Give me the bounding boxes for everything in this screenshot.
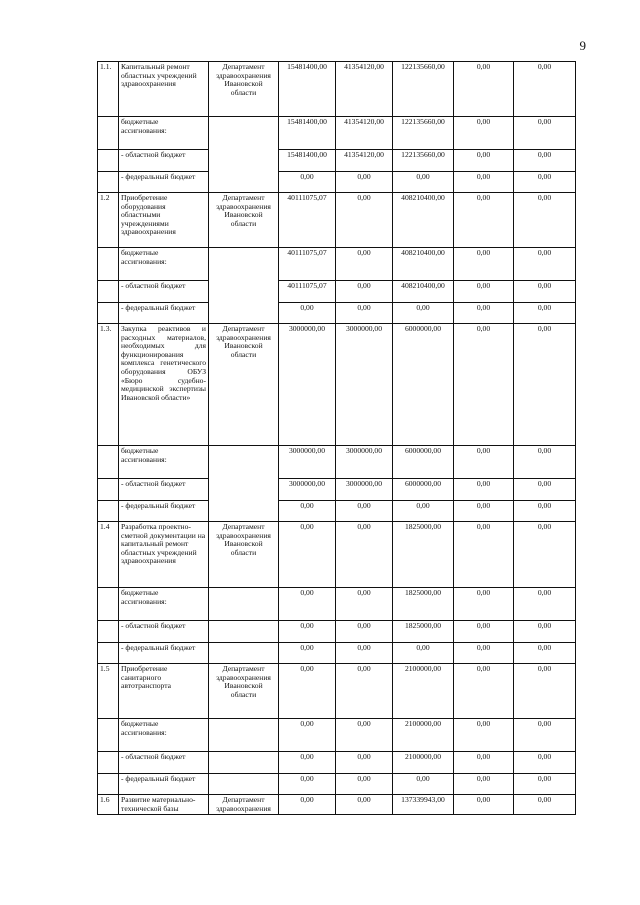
row-number-cell <box>98 588 119 621</box>
row-value-cell-5: 0,00 <box>514 795 576 815</box>
row-value-cell-5: 0,00 <box>514 303 576 324</box>
table-row <box>98 795 576 815</box>
row-value-cell-3: 6000000,00 <box>393 324 454 446</box>
row-name-cell: бюджетные ассигнования: <box>119 719 209 752</box>
row-value-cell-2: 41354120,00 <box>336 62 393 117</box>
row-value-cell-3: 1825000,00 <box>393 522 454 588</box>
row-department-cell <box>209 774 279 795</box>
row-name-cell: Приобретение санитарного автотранспорта <box>119 664 209 719</box>
row-name-cell: - областной бюджет <box>119 621 209 643</box>
row-value-cell-4: 0,00 <box>454 795 514 815</box>
row-value-cell-3: 408210400,00 <box>393 281 454 303</box>
row-value-cell-3: 2100000,00 <box>393 664 454 719</box>
row-value-cell-3: 122135660,00 <box>393 62 454 117</box>
row-value-cell-1: 40111075,07 <box>279 248 336 281</box>
row-value-cell-5: 0,00 <box>514 621 576 643</box>
row-value-cell-2: 0,00 <box>336 522 393 588</box>
row-number-cell: 1.2 <box>98 193 119 248</box>
row-value-cell-1: 3000000,00 <box>279 324 336 446</box>
row-value-cell-3: 0,00 <box>393 643 454 664</box>
row-number-cell <box>98 172 119 193</box>
row-value-cell-4: 0,00 <box>454 752 514 774</box>
row-number-cell <box>98 501 119 522</box>
row-value-cell-2: 0,00 <box>336 621 393 643</box>
row-value-cell-3: 2100000,00 <box>393 752 454 774</box>
row-department-cell: Департамент здравоохранения Ивановской области <box>209 522 279 588</box>
row-value-cell-1: 40111075,07 <box>279 193 336 248</box>
row-value-cell-4: 0,00 <box>454 446 514 479</box>
table-row <box>98 621 576 643</box>
row-value-cell-2: 0,00 <box>336 643 393 664</box>
row-name-cell: Разработка проектно-сметной документации на капитальный ремонт областных учреждений здравоохранения <box>119 522 209 588</box>
row-number-cell <box>98 621 119 643</box>
row-value-cell-4: 0,00 <box>454 719 514 752</box>
row-value-cell-3: 2100000,00 <box>393 719 454 752</box>
row-number-cell <box>98 643 119 664</box>
row-department-cell: Департамент здравоохранения Ивановской области <box>209 324 279 446</box>
row-value-cell-1: 0,00 <box>279 172 336 193</box>
row-department-cell: Департамент здравоохранения Ивановской области <box>209 62 279 117</box>
table-row <box>98 281 576 303</box>
row-value-cell-2: 3000000,00 <box>336 479 393 501</box>
row-value-cell-1: 15481400,00 <box>279 117 336 150</box>
row-value-cell-5: 0,00 <box>514 281 576 303</box>
row-value-cell-1: 0,00 <box>279 522 336 588</box>
row-value-cell-4: 0,00 <box>454 522 514 588</box>
row-number-cell: 1.5 <box>98 664 119 719</box>
row-value-cell-2: 41354120,00 <box>336 117 393 150</box>
row-value-cell-2: 0,00 <box>336 795 393 815</box>
row-value-cell-5: 0,00 <box>514 62 576 117</box>
row-value-cell-4: 0,00 <box>454 62 514 117</box>
row-value-cell-1: 0,00 <box>279 795 336 815</box>
row-value-cell-3: 122135660,00 <box>393 117 454 150</box>
table-row <box>98 248 576 281</box>
row-number-cell: 1.3. <box>98 324 119 446</box>
row-value-cell-4: 0,00 <box>454 172 514 193</box>
table-row <box>98 62 576 117</box>
row-number-cell <box>98 446 119 479</box>
row-value-cell-5: 0,00 <box>514 719 576 752</box>
row-value-cell-4: 0,00 <box>454 621 514 643</box>
row-value-cell-3: 122135660,00 <box>393 150 454 172</box>
row-value-cell-1: 15481400,00 <box>279 62 336 117</box>
row-value-cell-4: 0,00 <box>454 664 514 719</box>
table-row <box>98 664 576 719</box>
row-department-cell <box>209 752 279 774</box>
table-row <box>98 303 576 324</box>
row-name-cell: - федеральный бюджет <box>119 303 209 324</box>
row-number-cell <box>98 774 119 795</box>
row-name-cell: - федеральный бюджет <box>119 643 209 664</box>
row-name-cell: - федеральный бюджет <box>119 774 209 795</box>
row-number-cell <box>98 719 119 752</box>
row-value-cell-1: 0,00 <box>279 664 336 719</box>
row-value-cell-1: 0,00 <box>279 719 336 752</box>
row-value-cell-3: 0,00 <box>393 303 454 324</box>
row-value-cell-4: 0,00 <box>454 324 514 446</box>
row-value-cell-3: 0,00 <box>393 501 454 522</box>
row-value-cell-5: 0,00 <box>514 479 576 501</box>
row-name-cell: - областной бюджет <box>119 150 209 172</box>
row-department-cell: Департамент здравоохранения <box>209 795 279 815</box>
row-value-cell-2: 3000000,00 <box>336 446 393 479</box>
table-row <box>98 172 576 193</box>
row-department-cell <box>209 621 279 643</box>
row-value-cell-5: 0,00 <box>514 752 576 774</box>
row-name-cell: бюджетные ассигнования: <box>119 588 209 621</box>
row-value-cell-3: 137339943,00 <box>393 795 454 815</box>
row-value-cell-5: 0,00 <box>514 193 576 248</box>
row-name-cell: Развитие материально-технической базы <box>119 795 209 815</box>
row-value-cell-5: 0,00 <box>514 643 576 664</box>
row-name-cell: - федеральный бюджет <box>119 501 209 522</box>
row-number-cell <box>98 303 119 324</box>
row-value-cell-2: 0,00 <box>336 664 393 719</box>
table-row <box>98 774 576 795</box>
row-department-cell: Департамент здравоохранения Ивановской области <box>209 664 279 719</box>
row-value-cell-2: 0,00 <box>336 774 393 795</box>
row-number-cell: 1.4 <box>98 522 119 588</box>
row-value-cell-1: 0,00 <box>279 501 336 522</box>
row-name-cell: бюджетные ассигнования: <box>119 117 209 150</box>
row-name-cell: - федеральный бюджет <box>119 172 209 193</box>
row-value-cell-4: 0,00 <box>454 479 514 501</box>
row-name-cell: бюджетные ассигнования: <box>119 248 209 281</box>
row-value-cell-3: 408210400,00 <box>393 248 454 281</box>
row-department-cell <box>209 588 279 621</box>
row-value-cell-5: 0,00 <box>514 324 576 446</box>
row-value-cell-5: 0,00 <box>514 664 576 719</box>
row-name-cell: - областной бюджет <box>119 752 209 774</box>
row-name-cell: - областной бюджет <box>119 479 209 501</box>
row-value-cell-5: 0,00 <box>514 522 576 588</box>
row-value-cell-3: 6000000,00 <box>393 479 454 501</box>
row-department-cell <box>209 248 279 324</box>
row-name-cell: - областной бюджет <box>119 281 209 303</box>
row-value-cell-1: 40111075,07 <box>279 281 336 303</box>
row-department-cell <box>209 719 279 752</box>
row-number-cell <box>98 117 119 150</box>
row-value-cell-1: 3000000,00 <box>279 479 336 501</box>
table-row <box>98 446 576 479</box>
row-value-cell-5: 0,00 <box>514 150 576 172</box>
table-row <box>98 719 576 752</box>
row-name-cell: Капитальный ремонт областных учреждений здравоохранения <box>119 62 209 117</box>
row-number-cell <box>98 752 119 774</box>
row-number-cell <box>98 281 119 303</box>
row-value-cell-2: 3000000,00 <box>336 324 393 446</box>
row-value-cell-1: 3000000,00 <box>279 446 336 479</box>
row-number-cell <box>98 248 119 281</box>
row-value-cell-2: 0,00 <box>336 172 393 193</box>
row-department-cell <box>209 643 279 664</box>
row-value-cell-5: 0,00 <box>514 172 576 193</box>
row-value-cell-3: 1825000,00 <box>393 588 454 621</box>
row-name-cell: Закупка реактивов и расходных материалов, необходимых для функционирования комплекса генетического оборудования ОБУЗ «Бюро судебно-медицинской экспертизы Ивановской области» <box>119 324 209 446</box>
table-row <box>98 117 576 150</box>
row-value-cell-5: 0,00 <box>514 446 576 479</box>
row-value-cell-1: 0,00 <box>279 774 336 795</box>
row-value-cell-2: 0,00 <box>336 303 393 324</box>
row-value-cell-3: 408210400,00 <box>393 193 454 248</box>
row-value-cell-4: 0,00 <box>454 643 514 664</box>
row-value-cell-3: 6000000,00 <box>393 446 454 479</box>
row-value-cell-4: 0,00 <box>454 303 514 324</box>
row-value-cell-5: 0,00 <box>514 588 576 621</box>
table-row <box>98 522 576 588</box>
table-row <box>98 501 576 522</box>
row-value-cell-5: 0,00 <box>514 774 576 795</box>
row-value-cell-4: 0,00 <box>454 117 514 150</box>
table-row <box>98 324 576 446</box>
row-value-cell-1: 0,00 <box>279 621 336 643</box>
table-row <box>98 193 576 248</box>
row-value-cell-2: 0,00 <box>336 501 393 522</box>
row-value-cell-2: 0,00 <box>336 193 393 248</box>
row-department-cell: Департамент здравоохранения Ивановской области <box>209 193 279 248</box>
row-value-cell-1: 0,00 <box>279 752 336 774</box>
row-number-cell <box>98 479 119 501</box>
row-value-cell-3: 0,00 <box>393 172 454 193</box>
row-value-cell-4: 0,00 <box>454 281 514 303</box>
row-value-cell-2: 0,00 <box>336 719 393 752</box>
row-department-cell <box>209 446 279 522</box>
row-value-cell-2: 0,00 <box>336 248 393 281</box>
row-value-cell-4: 0,00 <box>454 774 514 795</box>
row-value-cell-2: 0,00 <box>336 752 393 774</box>
row-department-cell <box>209 117 279 193</box>
row-value-cell-4: 0,00 <box>454 150 514 172</box>
row-number-cell: 1.1. <box>98 62 119 117</box>
table-row <box>98 643 576 664</box>
row-value-cell-2: 0,00 <box>336 281 393 303</box>
budget-table <box>97 61 576 815</box>
row-value-cell-1: 15481400,00 <box>279 150 336 172</box>
row-value-cell-1: 0,00 <box>279 643 336 664</box>
row-value-cell-4: 0,00 <box>454 588 514 621</box>
row-name-cell: бюджетные ассигнования: <box>119 446 209 479</box>
table-row <box>98 588 576 621</box>
table-row <box>98 479 576 501</box>
table-row <box>98 752 576 774</box>
row-value-cell-1: 0,00 <box>279 303 336 324</box>
row-number-cell: 1.6 <box>98 795 119 815</box>
row-value-cell-5: 0,00 <box>514 501 576 522</box>
row-value-cell-4: 0,00 <box>454 248 514 281</box>
row-value-cell-4: 0,00 <box>454 193 514 248</box>
row-value-cell-5: 0,00 <box>514 117 576 150</box>
row-value-cell-5: 0,00 <box>514 248 576 281</box>
row-value-cell-1: 0,00 <box>279 588 336 621</box>
row-name-cell: Приобретение оборудования областными учреждениями здравоохранения <box>119 193 209 248</box>
row-value-cell-2: 0,00 <box>336 588 393 621</box>
table-row <box>98 150 576 172</box>
page-number: 9 <box>579 38 586 53</box>
row-number-cell <box>98 150 119 172</box>
row-value-cell-3: 0,00 <box>393 774 454 795</box>
row-value-cell-4: 0,00 <box>454 501 514 522</box>
row-value-cell-2: 41354120,00 <box>336 150 393 172</box>
row-value-cell-3: 1825000,00 <box>393 621 454 643</box>
